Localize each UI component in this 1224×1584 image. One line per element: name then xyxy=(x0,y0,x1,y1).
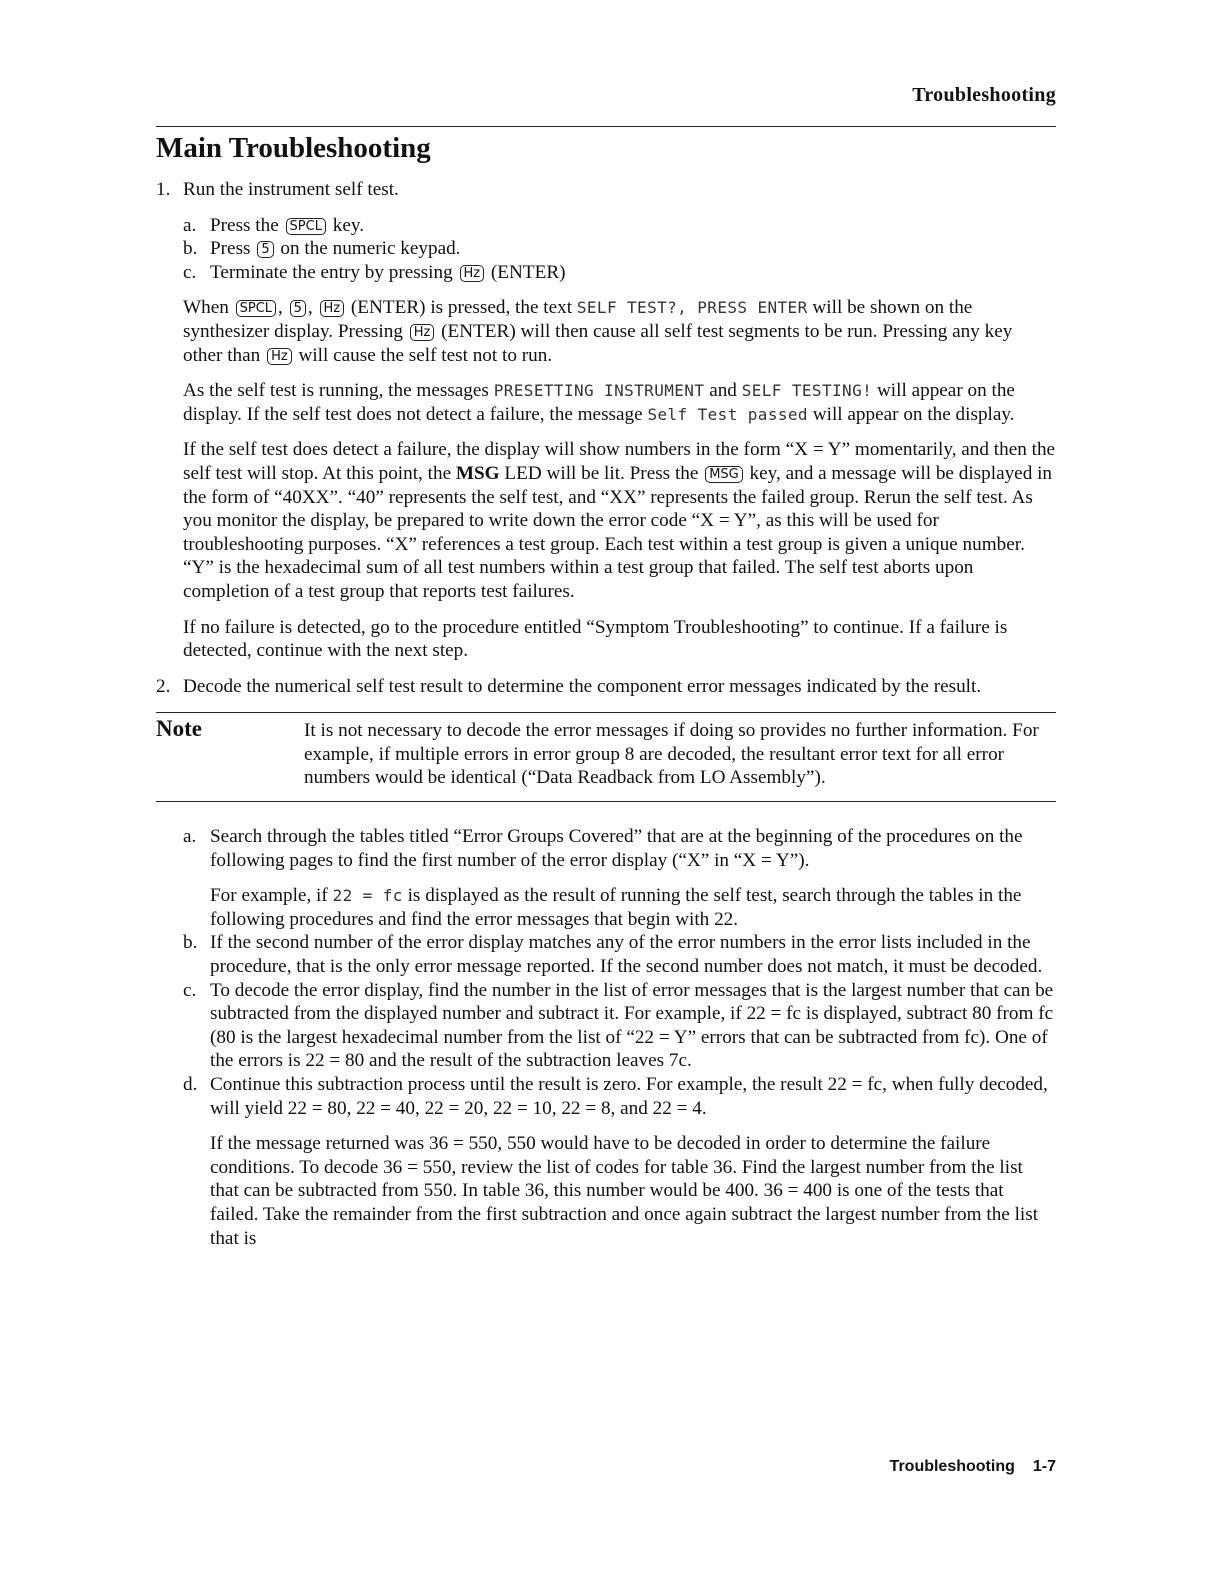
substep-text: If the second number of the error display matches any of the error numbers in the error lists included in the procedure, that is the only error message reported. If the second number does not match, it must be decoded. xyxy=(210,932,1043,978)
substep-marker: c. xyxy=(183,261,197,283)
step-number: 1. xyxy=(156,179,171,200)
substep-text: To decode the error display, find the number in the list of error messages that is the largest number that can be subtracted from the displayed number and subtract it. For example, if 22 = fc is displayed, subtract 80 from fc (80 is the largest hexadecimal number from the list of “22 = Y” errors that can be subtracted from fc). One of the errors is 22 = 80 and the result of the subtraction leaves 7c. xyxy=(210,979,1054,1072)
key-5: 5 xyxy=(257,241,273,258)
step-number: 2. xyxy=(156,675,171,697)
spcl-key: SPCL xyxy=(236,300,276,317)
spcl-key: SPCL xyxy=(286,218,326,235)
substep-c xyxy=(183,979,1056,1073)
display-message: PRESETTING INSTRUMENT xyxy=(493,381,705,401)
text-run: For example, if xyxy=(210,885,328,907)
substep-text: Search through the tables titled “Error Groups Covered” that are at the beginning of the procedures on the following pages to find the first number of the error display (“X” in “X = Y”). xyxy=(210,826,1023,871)
text-run: , xyxy=(278,297,283,319)
step-2 xyxy=(156,675,1056,699)
step-text: Run the instrument self test. xyxy=(183,179,399,200)
text-run: LED will be lit. Press the xyxy=(504,462,699,484)
text-run: (ENTER) will then cause all self test segments to be run. Pressing any key other than xyxy=(183,320,1013,366)
step-2-substeps xyxy=(183,825,1056,1250)
substep-text: Terminate the entry by pressing xyxy=(210,261,453,283)
key-5: 5 xyxy=(290,300,306,317)
substep-marker: c. xyxy=(183,979,197,1001)
substep-marker: b. xyxy=(183,932,198,954)
substep-d xyxy=(183,1073,1056,1120)
substep-marker: d. xyxy=(183,1074,198,1095)
page-title: Main Troubleshooting xyxy=(156,132,431,164)
header-rule xyxy=(156,126,1056,127)
note-label: Note xyxy=(156,716,202,742)
substep-c xyxy=(183,261,1056,285)
text-run: If the self test does detect a failure, the display will show numbers in the form “X = Y” momentarily, and then the self test will stop. At this point, the xyxy=(183,439,1056,484)
substep-marker: a. xyxy=(183,826,197,848)
note-box xyxy=(156,712,1056,802)
display-message: Self Test passed xyxy=(647,404,808,424)
page-footer xyxy=(890,1458,1056,1476)
substep-marker: a. xyxy=(183,214,197,236)
hz-key: Hz xyxy=(320,300,345,317)
substep-b xyxy=(183,237,1056,261)
step-1-substeps xyxy=(183,214,1056,285)
text-run: will be shown on the synthesizer display. Pressing xyxy=(183,297,973,342)
running-head: Troubleshooting xyxy=(912,84,1056,106)
text-run: is displayed as the result of running the self test, search through the tables in the following procedures and find the error messages that begin with 22. xyxy=(210,885,1022,930)
paragraph-failure-detected xyxy=(183,438,1056,603)
substep-a-example xyxy=(183,884,1056,931)
substep-b xyxy=(183,931,1056,978)
note-text: It is not necessary to decode the error messages if doing so provides no further information. For example, if multiple errors in error group 8 are decoded, the resultant error text for all error numbers would be identical (“Data Readback from LO Assembly”). xyxy=(304,720,1039,789)
text-run: (ENTER) is pressed, the text xyxy=(350,297,573,319)
hz-key: Hz xyxy=(460,265,485,282)
substep-d-example: If the message returned was 36 = 550, 550 would have to be decoded in order to determine the failure conditions. To decode 36 = 550, review the list of codes for table 36. Find the largest number from the list that can be subtracted from 550. In table 36, this number would be 400. 36 = 400 is one of the tests that failed. Take the remainder from the first subtraction and once again subtract the largest number from the list that is xyxy=(210,1133,1039,1249)
display-message: 22 = fc xyxy=(332,886,403,906)
msg-led-label: MSG xyxy=(455,462,500,484)
footer-section: Troubleshooting xyxy=(889,1458,1015,1475)
text-run: key, and a message will be displayed in the form of “40XX”. “40” represents the self test, and “XX” represents the failed group. Rerun the self test. As you monitor the display, be prepared to write down the error code “X = Y”, as this will be used for troubleshooting purposes. “X” references a test group. Each test within a test group is given a unique number. “Y” is the hexadecimal sum of all test numbers within a test group that failed. The self test aborts upon completion of a test group that reports test failures. xyxy=(183,462,1053,602)
step-text: Decode the numerical self test result to determine the component error messages indicated by the result. xyxy=(183,675,982,697)
msg-key: MSG xyxy=(705,466,743,483)
page-number: 1-7 xyxy=(1032,1458,1056,1475)
display-message: SELF TEST?, PRESS ENTER xyxy=(576,298,808,318)
substep-a xyxy=(183,214,1056,238)
hz-key: Hz xyxy=(410,324,435,341)
body-text xyxy=(156,178,1056,1250)
text-run: and xyxy=(709,380,737,402)
text-run: will appear on the display. If the self test does not detect a failure, the message xyxy=(183,380,1015,425)
text-run: As the self test is running, the messages xyxy=(183,380,489,402)
substep-a xyxy=(183,825,1056,872)
display-message: SELF TESTING! xyxy=(741,381,873,401)
paragraph-self-test-running xyxy=(183,379,1056,426)
text-run: , xyxy=(307,297,313,319)
paragraph-no-failure: If no failure is detected, go to the procedure entitled “Symptom Troubleshooting” to continue. If a failure is detected, continue with the next step. xyxy=(183,616,1008,662)
substep-text: Continue this subtraction process until the result is zero. For example, the result 22 = fc, when fully decoded, will yield 22 = 80, 22 = 40, 22 = 20, 22 = 10, 22 = 8, and 22 = 4. xyxy=(210,1074,1048,1119)
substep-text: Press xyxy=(210,238,251,260)
substep-text: (ENTER) xyxy=(490,261,566,283)
substep-text: Press the xyxy=(210,214,279,236)
substep-text: on the numeric keypad. xyxy=(280,238,461,260)
paragraph-when-pressed xyxy=(183,296,1056,367)
substep-text: key. xyxy=(332,214,365,236)
text-run: When xyxy=(183,297,229,319)
text-run: will appear on the display. xyxy=(812,403,1015,425)
step-1 xyxy=(156,178,1056,202)
text-run: will cause the self test not to run. xyxy=(298,344,553,366)
hz-key: Hz xyxy=(267,348,292,365)
substep-marker: b. xyxy=(183,238,198,260)
